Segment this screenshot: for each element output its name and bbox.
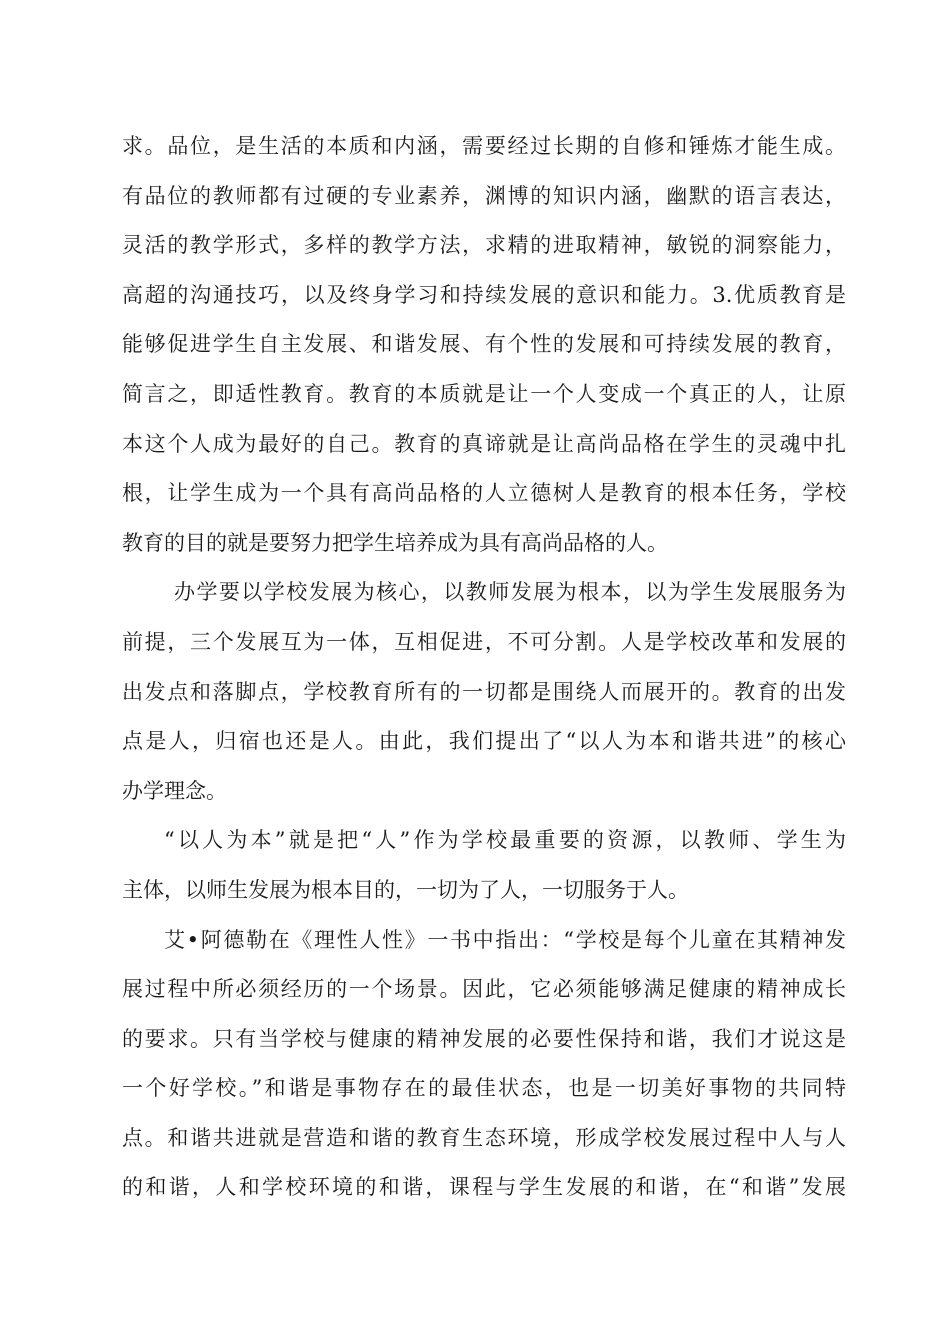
paragraph-1-line-2: 有品位的教师都有过硬的专业素养，渊博的知识内涵，幽默的语言表达， — [122, 183, 846, 208]
paragraph-2-line-4: 点是人，归宿也还是人。由此，我们提出了“以人为本和谐共进”的核心 — [122, 729, 846, 754]
paragraph-4-line-4: 一个好学校。”和谐是事物存在的最佳状态，也是一切美好事物的共同特 — [122, 1076, 846, 1101]
paragraph-2-line-5: 办学理念。 — [122, 778, 227, 803]
paragraph-4-line-5: 点。和谐共进就是营造和谐的教育生态环境，形成学校发展过程中人与人 — [122, 1125, 846, 1150]
paragraph-2-line-1: 办学要以学校发展为核心，以教师发展为根本，以为学生发展服务为 — [174, 580, 846, 605]
paragraph-2-line-3: 出发点和落脚点，学校教育所有的一切都是围绕人而展开的。教育的出发 — [122, 679, 846, 704]
paragraph-4-line-6: 的和谐，人和学校环境的和谐，课程与学生发展的和谐，在“和谐”发展 — [122, 1175, 846, 1200]
paragraph-1-line-4: 高超的沟通技巧，以及终身学习和持续发展的意识和能力。3.优质教育是 — [122, 282, 846, 307]
paragraph-3-line-1: “以人为本”就是把“人”作为学校最重要的资源，以教师、学生为 — [164, 828, 846, 853]
paragraph-4-line-2: 展过程中所必须经历的一个场景。因此，它必须能够满足健康的精神成长 — [122, 977, 846, 1002]
paragraph-1-line-6: 简言之，即适性教育。教育的本质就是让一个人变成一个真正的人，让原 — [122, 381, 846, 406]
paragraph-3-line-2: 主体，以师生发展为根本目的，一切为了人，一切服务于人。 — [122, 877, 689, 902]
paragraph-1-line-1: 求。品位，是生活的本质和内涵，需要经过长期的自修和锤炼才能生成。 — [122, 134, 846, 158]
paragraph-1-line-8: 根，让学生成为一个具有高尚品格的人立德树人是教育的根本任务，学校 — [122, 481, 846, 506]
paragraph-1-line-7: 本这个人成为最好的自己。教育的真谛就是让高尚品格在学生的灵魂中扎 — [122, 431, 846, 456]
paragraph-2-line-2: 前提，三个发展互为一体，互相促进，不可分割。人是学校改革和发展的 — [122, 629, 846, 654]
paragraph-4-line-1: 艾•阿德勒在《理性人性》一书中指出：“学校是每个儿童在其精神发 — [164, 927, 846, 952]
document-body — [122, 122, 846, 1213]
paragraph-1-line-3: 灵活的教学形式，多样的教学方法，求精的进取精神，敏锐的洞察能力， — [122, 233, 846, 258]
paragraph-4-line-3: 的要求。只有当学校与健康的精神发展的必要性保持和谐，我们才说这是 — [122, 1026, 846, 1051]
paragraph-1-line-9: 教育的目的就是要努力把学生培养成为具有高尚品格的人。 — [122, 530, 668, 555]
paragraph-1-line-5: 能够促进学生自主发展、和谐发展、有个性的发展和可持续发展的教育， — [122, 332, 846, 357]
